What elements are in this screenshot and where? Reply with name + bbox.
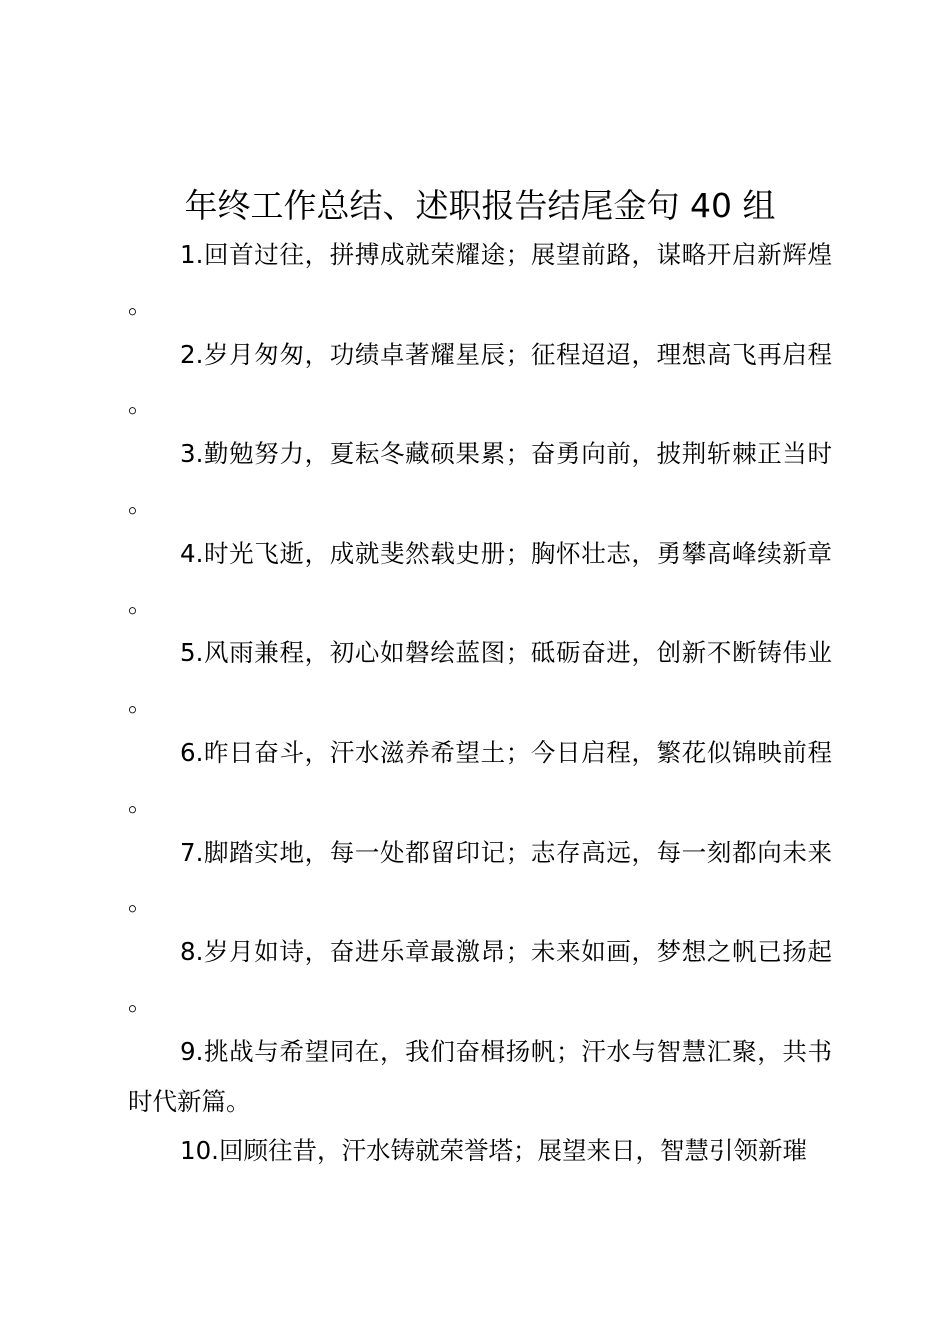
paragraph-6: 6.昨日奋斗，汗水滋养希望土；今日启程，繁花似锦映前程。 (128, 737, 832, 817)
paragraph-3: 3.勤勉努力，夏耘冬藏硕果累；奋勇向前，披荆斩棘正当时。 (128, 439, 832, 518)
paragraph-1: 1.回首过往，拼搏成就荣耀途；展望前路，谋略开启新辉煌。 (128, 240, 832, 319)
paragraph-10: 10.回顾往昔，汗水铸就荣誉塔；展望来日，智慧引领新璀 (180, 1136, 807, 1166)
document-body (128, 230, 832, 1176)
paragraph-5: 5.风雨兼程，初心如磐绘蓝图；砥砺奋进，创新不断铸伟业。 (128, 638, 832, 718)
paragraph-2: 2.岁月匆匆，功绩卓著耀星辰；征程迢迢，理想高飞再启程。 (128, 339, 832, 419)
paragraph-4: 4.时光飞逝，成就斐然载史册；胸怀壮志，勇攀高峰续新章。 (128, 538, 832, 618)
paragraph-7: 7.脚踏实地，每一处都留印记；志存高远，每一刻都向未来。 (128, 837, 832, 917)
paragraph-8: 8.岁月如诗，奋进乐章最激昂；未来如画，梦想之帆已扬起。 (128, 937, 832, 1016)
document-title: 年终工作总结、述职报告结尾金句 40 组 (184, 186, 776, 225)
paragraph-9: 9.挑战与希望同在，我们奋楫扬帆；汗水与智慧汇聚，共书时代新篇。 (128, 1036, 832, 1116)
